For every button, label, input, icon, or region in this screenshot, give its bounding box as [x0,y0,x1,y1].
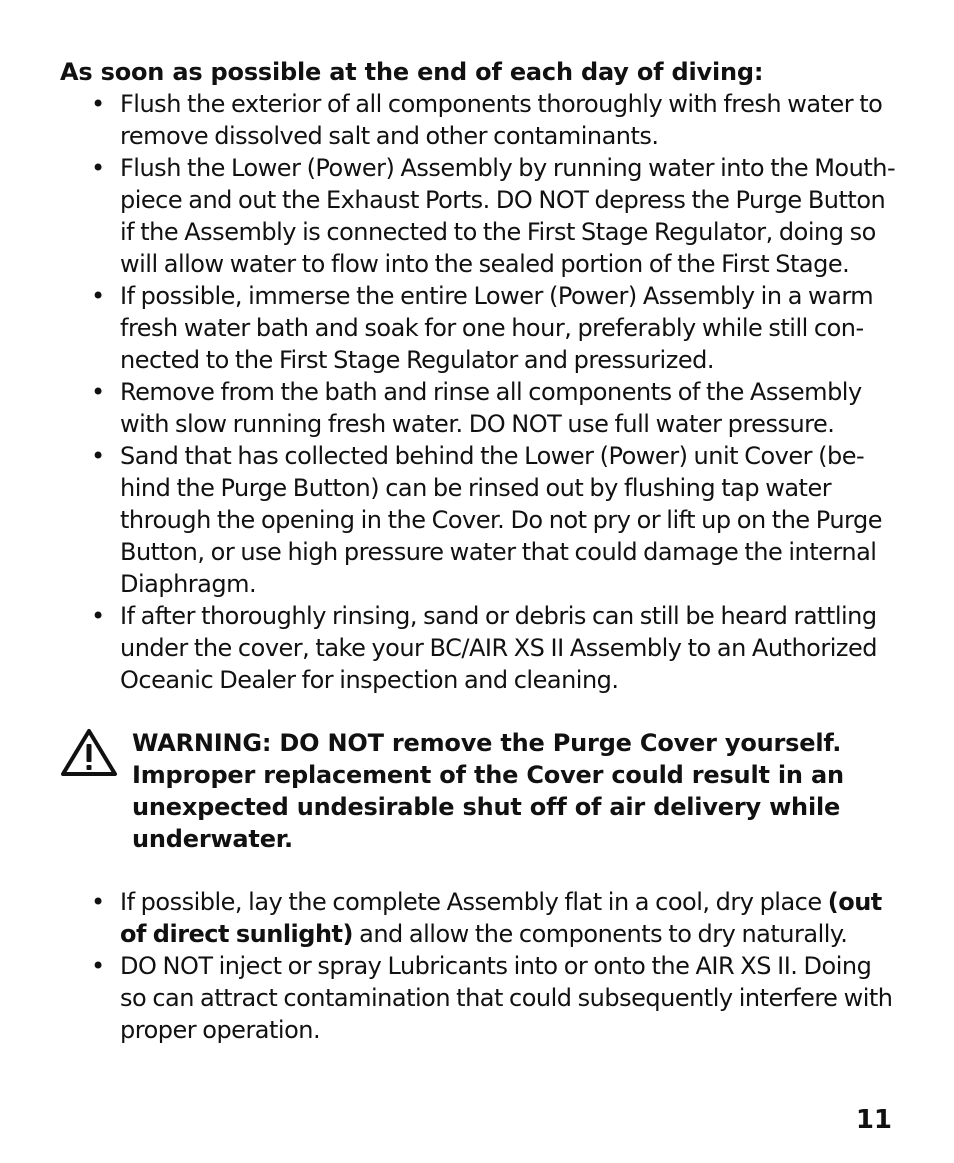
list-item [90,280,902,376]
list-item-text-end: and allow the components to dry naturally. [352,920,848,948]
page-number: 11 [855,1105,892,1135]
list-item-text: Flush the Lower (Power) Assembly by running water into the Mouth-piece and out the Exhaust Ports. DO NOT depress the Purge Button if the Assembly is connected to the First Stage Regulator, doing so will allow water to flow into the sealed portion of the First Stage. [120,154,896,278]
list-item-text: Sand that has collected behind the Lower (Power) unit Cover (be-hind the Purge Button) can be rinsed out by flushing tap water through the opening in the Cover. Do not pry or lift up on the Purge Button, or use high pressure water that could damage the internal Diaphragm. [120,442,882,598]
bullet-icon: • [91,378,105,406]
list-item-text [120,888,882,948]
list-item [90,600,902,696]
section-heading: As soon as possible at the end of each day of diving: [60,58,764,86]
bullet-icon: • [91,90,105,118]
list-item [90,440,902,600]
list-item [90,886,902,950]
list-item-text-start: If possible, lay the complete Assembly flat in a cool, dry place [120,888,828,916]
list-item-text: If possible, immerse the entire Lower (Power) Assembly in a warm fresh water bath and soak for one hour, preferably while still con-nected to the First Stage Regulator and pressurized. [120,282,874,374]
drying-instructions-list [90,886,902,1046]
bullet-icon: • [91,154,105,182]
bullet-icon: • [91,602,105,630]
list-item-text: DO NOT inject or spray Lubricants into or onto the AIR XS II. Doing so can attract contamination that could subsequently interfere with proper operation. [120,952,893,1044]
list-item [90,950,902,1046]
bullet-icon: • [91,282,105,310]
warning-block [60,727,902,857]
list-item [90,376,902,440]
care-instructions-list [90,88,902,696]
list-item-text: Remove from the bath and rinse all components of the Assembly with slow running fresh water. DO NOT use full water pressure. [120,378,862,438]
list-item-text: Flush the exterior of all components thoroughly with fresh water to remove dissolved salt and other contaminants. [120,90,883,150]
list-item [90,88,902,152]
bullet-icon: • [91,888,105,916]
bullet-icon: • [91,952,105,980]
emphasis-text: (out of direct sunlight) [120,888,882,948]
warning-triangle-icon [60,727,118,777]
warning-text: WARNING: DO NOT remove the Purge Cover yourself. Improper replacement of the Cover could result in an unexpected undesirable shut off of air delivery while underwater. [132,729,844,853]
bullet-icon: • [91,442,105,470]
list-item [90,152,902,280]
list-item-text: If after thoroughly rinsing, sand or debris can still be heard rattling under the cover, take your BC/AIR XS II Assembly to an Authorized Oceanic Dealer for inspection and cleaning. [120,602,877,694]
